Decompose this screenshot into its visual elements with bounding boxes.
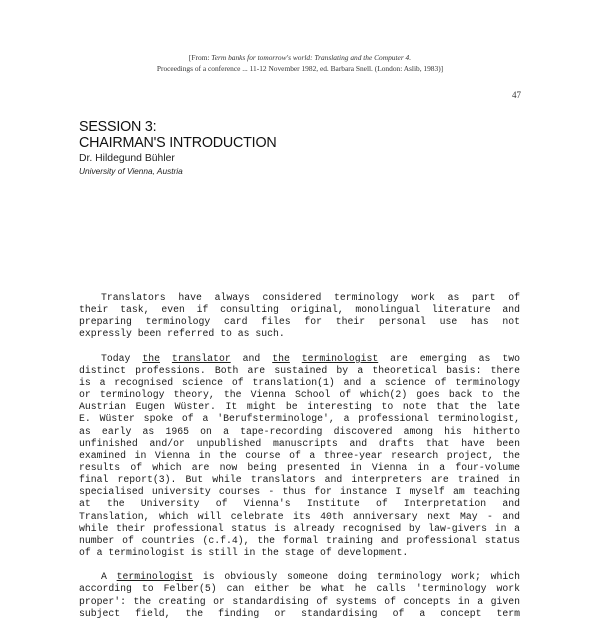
text-line: as early as 1965 on a tape-recording discovered among his hitherto [79, 425, 520, 437]
text-line: results of which are now being presented in Vienna in a four-volume [79, 461, 520, 473]
text-line: examined in Vienna in the course of a three-year research project, the [79, 449, 520, 461]
text-line: final report(3). But while translators and interpreters are trained in [79, 474, 520, 486]
text-line: at the University of Vienna's Institute of Interpretation and [79, 498, 520, 510]
source-title: Term banks for tomorrow's world: Translating and the Computer 4. [211, 53, 412, 62]
text-line: A terminologist is obviously someone doing terminology work; which [101, 571, 520, 583]
body-text [79, 292, 520, 632]
text-line: Austrian Eugen Wüster. It might be interesting to note that the late [79, 401, 520, 413]
session-label: SESSION 3: [79, 119, 157, 135]
text-line: according to Felber(5) can either be what he calls 'terminology work [79, 583, 520, 595]
text-line: distinct professions. Both are sustained by a theoretical basis: there [79, 364, 520, 376]
source-citation-line-1: [From: Term banks for tomorrow's world: Translating and the Computer 4. [188, 53, 412, 62]
underlined-term: translator [171, 352, 231, 364]
text-line: is a recognised science of translation(1) and a science of terminology [79, 376, 520, 388]
text-line: their task, even if consulting original, monolingual literature and [79, 304, 520, 316]
source-citation [0, 52, 600, 74]
text-line: preparing terminology card files for their personal use has not [79, 316, 520, 328]
text-line: number of countries (c.f.4), the formal training and professional status [79, 534, 520, 546]
text-line: proper': the creating or standardising of systems of concepts in a given [79, 595, 520, 607]
text-line: Today the translator and the terminologist are emerging as two [101, 352, 520, 364]
text-line: while their professional status is already recognised by law-givers in a [79, 522, 520, 534]
text-line: expressly been referred to as such. [79, 328, 285, 340]
underlined-term: the [272, 352, 290, 364]
text-line: subject field, the finding or standardising of a concept term [79, 607, 520, 619]
session-heading [79, 119, 277, 151]
text-line: of a terminologist is still in the stage of development. [79, 546, 409, 558]
text-line: E. Wüster spoke of a 'Berufsterminologe', a professional terminologist, [79, 413, 520, 425]
text-line: Translation, which will celebrate its 40th anniversary next May - and [79, 510, 520, 522]
underlined-term: terminologist [301, 352, 379, 364]
author-affiliation: University of Vienna, Austria [79, 166, 183, 176]
paragraph-3 [79, 571, 520, 620]
underlined-term: the [142, 352, 160, 364]
author-name: Dr. Hildegund Bühler [79, 153, 175, 164]
page-number: 47 [512, 90, 521, 100]
paragraph-2 [79, 353, 520, 559]
text-line: or terminology theory, the Vienna School of which(2) goes back to the [79, 389, 520, 401]
paragraph-1 [79, 292, 520, 341]
session-title: CHAIRMAN'S INTRODUCTION [79, 135, 277, 151]
underlined-term: terminologist [116, 571, 194, 583]
source-citation-line-2: Proceedings of a conference ... 11-12 November 1982, ed. Barbara Snell. (London: Aslib, 1983)] [156, 64, 444, 73]
text-line: specialised university courses - thus for instance I myself am teaching [79, 486, 520, 498]
text-line: unfinished and/or unpublished manuscripts and drafts that have been [79, 437, 520, 449]
text-line: Translators have always considered terminology work as part of [101, 292, 520, 303]
